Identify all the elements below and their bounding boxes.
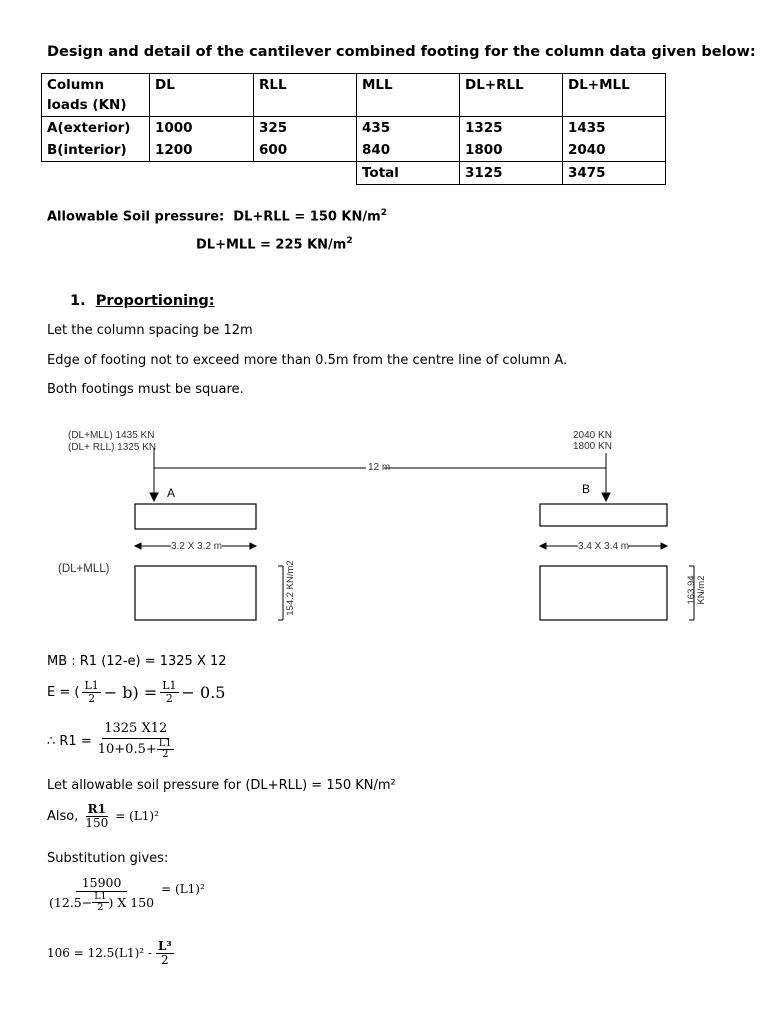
reaction-equation: ∴ R1 = 1325 X12 10+0.5+ $\frac{L1}{2}$ [47, 721, 172, 761]
table-cell: 2040 [563, 139, 666, 162]
eccentricity-equation: E = ( $\frac{L1}{2}$ − b) = $\frac{L1}{2}$ − 0.5 [47, 679, 226, 705]
paragraph: Edge of footing not to exceed more than 0.5m from the centre line of column A. [47, 353, 568, 368]
column-a-label: A [167, 486, 176, 500]
footing-b-plan [540, 566, 667, 620]
load-a-rll: (DL+ RLL) 1325 KN [68, 442, 157, 453]
arrow-head-a [150, 493, 158, 501]
paragraph: Both footings must be square. [47, 382, 244, 397]
let-soil-pressure: Let allowable soil pressure for (DL+RLL) = 150 KN/m² [47, 778, 396, 793]
soil-pressure-label: Allowable Soil pressure: DL+RLL = 150 $KN/m^2$ [47, 208, 388, 225]
footing-b-elevation [540, 504, 667, 526]
table-cell: 1200 [150, 139, 254, 162]
table-header-cell: MLL [357, 74, 460, 117]
section-heading: 1. Proportioning: [70, 293, 215, 309]
pressure-a-label: 154.2 KN/m2 [285, 560, 296, 616]
table-header-cell: DL+MLL [563, 74, 666, 117]
footing-a-elevation [135, 504, 256, 529]
spacing-label: 12 m [368, 462, 391, 473]
load-b-rll: 1800 KN [573, 441, 612, 452]
table-cell: B(interior) [42, 139, 150, 162]
table-cell: 1000 [150, 117, 254, 140]
table-cell: A(exterior) [42, 117, 150, 140]
load-a-mll: (DL+MLL) 1435 KN [68, 430, 155, 441]
table-cell: 325 [254, 117, 357, 140]
table-cell: 840 [357, 139, 460, 162]
total-label: Total [357, 162, 460, 185]
table-header-cell: RLL [254, 74, 357, 117]
arrow-head-b [602, 493, 610, 501]
soil-pressure-mll: DL+MLL = 225 $KN/m^2$ [196, 236, 353, 253]
total-mll: 3475 [563, 162, 666, 185]
load-b-mll: 2040 KN [573, 430, 612, 441]
column-b-label: B [582, 482, 591, 496]
table-cell: 435 [357, 117, 460, 140]
total-rll: 3125 [460, 162, 563, 185]
table-header-cell: Column loads (KN) [42, 74, 150, 117]
table-cell: 600 [254, 139, 357, 162]
table-cell: 1325 [460, 117, 563, 140]
moment-equation: MB : R1 (12-e) = 1325 X 12 [47, 654, 227, 669]
table-header-cell: DL [150, 74, 254, 117]
dim-a-label: 3.2 X 3.2 m [171, 541, 223, 552]
load-case-label: (DL+MLL) [58, 563, 110, 575]
footing-a-plan [135, 566, 256, 620]
substitution-equation: 15900 (12.5− $\frac{L1}{2}$ ) X 150 = (L1)² [49, 875, 205, 914]
substitution-label: Substitution gives: [47, 851, 169, 866]
paragraph: Let the column spacing be 12m [47, 323, 253, 338]
also-equation: Also, $\frac{R1}{150}$ = (L1)² [47, 802, 159, 830]
final-equation: 106 = 12.5(L1)² - $\frac{\text{L³}}{2}$ [47, 939, 172, 967]
table-header-cell: DL+RLL [460, 74, 563, 117]
table-cell: 1800 [460, 139, 563, 162]
table-cell: 1435 [563, 117, 666, 140]
page-title: Design and detail of the cantilever combined footing for the column data given below: [47, 44, 756, 60]
pressure-b-label: 163.94 KN/m2 [686, 575, 707, 605]
dim-b-label: 3.4 X 3.4 m [578, 541, 630, 552]
